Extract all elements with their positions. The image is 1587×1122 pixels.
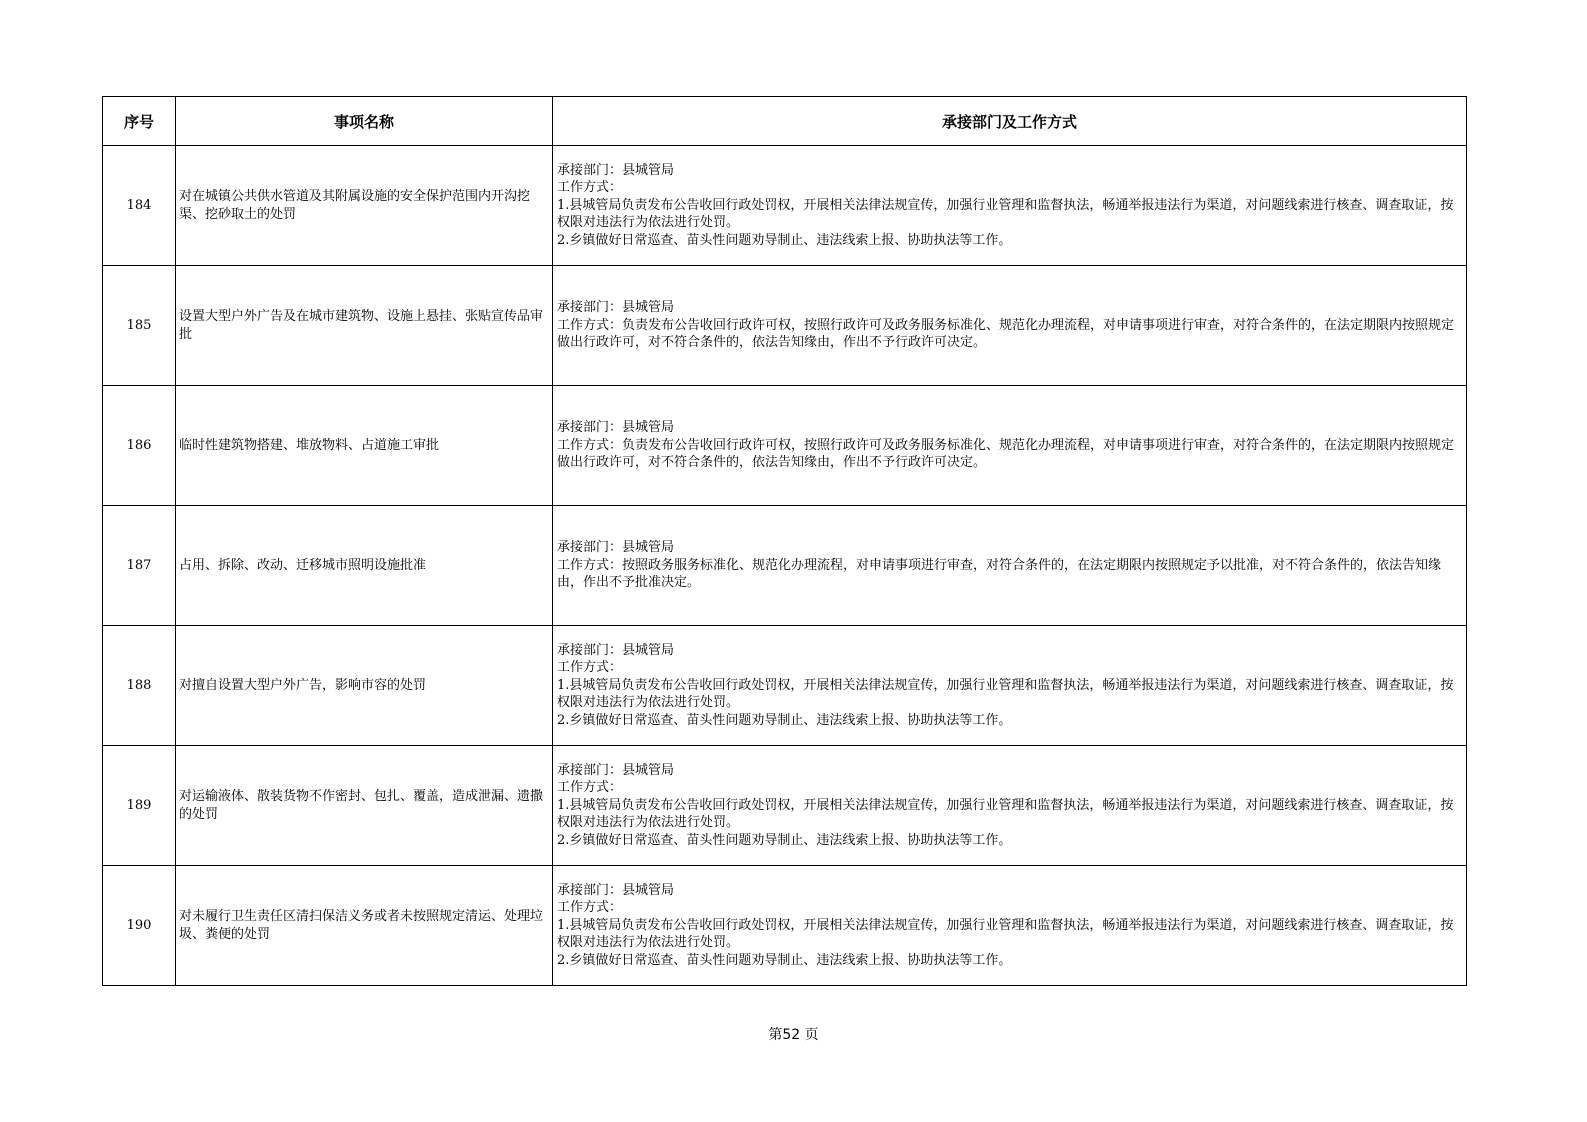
dept-method-line: 2.乡镇做好日常巡查、苗头性问题劝导制止、违法线索上报、协助执法等工作。 [557, 232, 1012, 248]
table-row [103, 506, 1467, 626]
dept-method-line: 工作方式： [557, 180, 623, 196]
table-row [103, 626, 1467, 746]
table-row [103, 746, 1467, 866]
table-row [103, 146, 1467, 266]
dept-method-line: 承接部门：县城管局 [557, 162, 675, 178]
header-dept: 承接部门及工作方式 [553, 97, 1467, 146]
dept-method-line: 承接部门：县城管局 [557, 642, 675, 658]
dept-method-line: 工作方式： [557, 660, 623, 676]
dept-method-line: 工作方式： [557, 900, 623, 916]
row-matter-name: 占用、拆除、改动、迁移城市照明设施批准 [176, 506, 553, 626]
dept-method-line: 承接部门：县城管局 [557, 540, 675, 556]
row-seq: 184 [103, 146, 176, 266]
row-dept-method [553, 746, 1467, 866]
table-body [103, 146, 1467, 986]
dept-method-line: 1.县城管局负责发布公告收回行政处罚权，开展相关法律法规宣传，加强行业管理和监督执法，畅通举报违法行为渠道，对问题线索进行核查、调查取证，按权限对违法行为依法进行处罚。 [557, 197, 1454, 231]
dept-method-line: 2.乡镇做好日常巡查、苗头性问题劝导制止、违法线索上报、协助执法等工作。 [557, 712, 1012, 728]
table-row [103, 386, 1467, 506]
dept-method-line: 1.县城管局负责发布公告收回行政处罚权，开展相关法律法规宣传，加强行业管理和监督执法，畅通举报违法行为渠道，对问题线索进行核查、调查取证，按权限对违法行为依法进行处罚。 [557, 797, 1454, 831]
matters-table [102, 96, 1467, 986]
row-matter-name: 对在城镇公共供水管道及其附属设施的安全保护范围内开沟挖渠、挖砂取土的处罚 [176, 146, 553, 266]
row-dept-method [553, 626, 1467, 746]
page-number: 第52 页 [768, 1027, 819, 1043]
dept-method-line: 工作方式：按照政务服务标准化、规范化办理流程，对申请事项进行审查，对符合条件的，在法定期限内按照规定予以批准，对不符合条件的，依法告知缘由，作出不予批准决定。 [557, 557, 1442, 591]
row-seq: 188 [103, 626, 176, 746]
dept-method-line: 工作方式： [557, 780, 623, 796]
dept-method-line: 承接部门：县城管局 [557, 300, 675, 316]
row-matter-name: 设置大型户外广告及在城市建筑物、设施上悬挂、张贴宣传品审批 [176, 266, 553, 386]
dept-method-line: 1.县城管局负责发布公告收回行政处罚权，开展相关法律法规宣传，加强行业管理和监督执法，畅通举报违法行为渠道，对问题线索进行核查、调查取证，按权限对违法行为依法进行处罚。 [557, 917, 1454, 951]
row-matter-name: 对运输液体、散装货物不作密封、包扎、覆盖，造成泄漏、遗撒的处罚 [176, 746, 553, 866]
row-seq: 186 [103, 386, 176, 506]
dept-method-line: 2.乡镇做好日常巡查、苗头性问题劝导制止、违法线索上报、协助执法等工作。 [557, 832, 1012, 848]
row-matter-name: 对擅自设置大型户外广告，影响市容的处罚 [176, 626, 553, 746]
header-row [103, 97, 1467, 146]
row-seq: 187 [103, 506, 176, 626]
row-dept-method [553, 866, 1467, 986]
dept-method-line: 工作方式：负责发布公告收回行政许可权，按照行政许可及政务服务标准化、规范化办理流程，对申请事项进行审查，对符合条件的，在法定期限内按照规定做出行政许可，对不符合条件的，依法告知缘由，作出不予行政许可决定。 [557, 317, 1455, 351]
table-row [103, 866, 1467, 986]
table-row [103, 266, 1467, 386]
row-seq: 189 [103, 746, 176, 866]
dept-method-line: 2.乡镇做好日常巡查、苗头性问题劝导制止、违法线索上报、协助执法等工作。 [557, 952, 1012, 968]
row-seq: 185 [103, 266, 176, 386]
header-seq: 序号 [103, 97, 176, 146]
dept-method-line: 工作方式：负责发布公告收回行政许可权，按照行政许可及政务服务标准化、规范化办理流程，对申请事项进行审查，对符合条件的，在法定期限内按照规定做出行政许可，对不符合条件的，依法告知缘由，作出不予行政许可决定。 [557, 437, 1455, 471]
dept-method-line: 承接部门：县城管局 [557, 420, 675, 436]
row-dept-method [553, 266, 1467, 386]
row-dept-method [553, 146, 1467, 266]
dept-method-line: 1.县城管局负责发布公告收回行政处罚权，开展相关法律法规宣传，加强行业管理和监督执法，畅通举报违法行为渠道，对问题线索进行核查、调查取证，按权限对违法行为依法进行处罚。 [557, 677, 1454, 711]
row-matter-name: 临时性建筑物搭建、堆放物料、占道施工审批 [176, 386, 553, 506]
row-seq: 190 [103, 866, 176, 986]
row-matter-name: 对未履行卫生责任区清扫保洁义务或者未按照规定清运、处理垃圾、粪便的处罚 [176, 866, 553, 986]
dept-method-line: 承接部门：县城管局 [557, 762, 675, 778]
dept-method-line: 承接部门：县城管局 [557, 882, 675, 898]
header-name: 事项名称 [176, 97, 553, 146]
row-dept-method [553, 506, 1467, 626]
row-dept-method [553, 386, 1467, 506]
